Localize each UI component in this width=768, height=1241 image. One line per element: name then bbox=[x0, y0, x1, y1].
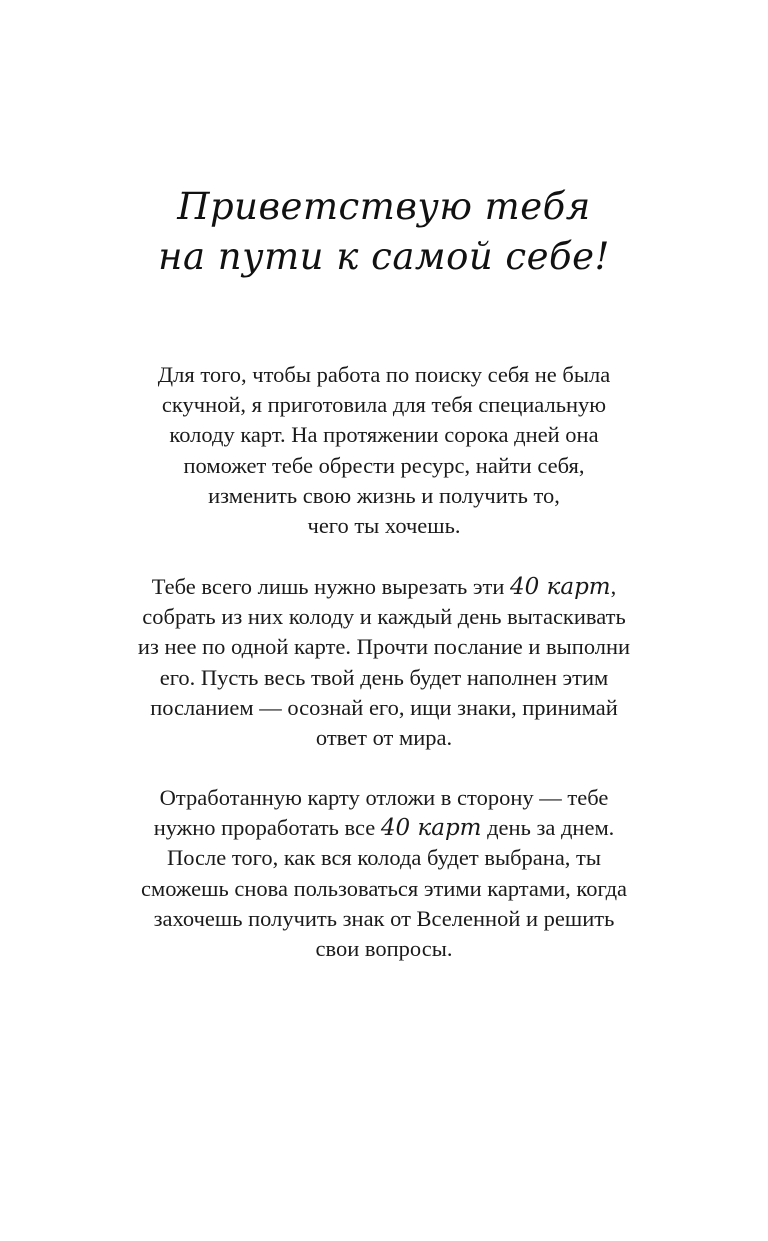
text-line: из нее по одной карте. Прочти послание и выполни bbox=[137, 634, 631, 660]
highlight-40-cards: 40 карт bbox=[380, 815, 482, 842]
text-line: сможешь снова пользоваться этими картами, когда bbox=[140, 875, 628, 901]
heading-line-1: Приветствую тебя bbox=[177, 185, 591, 228]
text-line: Для того, чтобы работа по поиску себя не была bbox=[157, 362, 611, 387]
text-segment: нужно проработать все bbox=[153, 815, 381, 841]
text-line: Отработанную карту отложи в сторону — тебе bbox=[159, 785, 609, 810]
text-line: изменить свою жизнь и получить то, bbox=[208, 482, 560, 508]
text-line: поможет тебе обрести ресурс, найти себя, bbox=[183, 452, 585, 478]
text-line: ответ от мира. bbox=[315, 725, 453, 751]
text-line bbox=[0, 572, 768, 602]
text-line: колоду карт. На протяжении сорока дней она bbox=[169, 422, 599, 448]
text-line: свои вопросы. bbox=[315, 936, 453, 962]
text-segment: Тебе всего лишь нужно вырезать эти bbox=[151, 574, 511, 599]
paragraph-intro bbox=[0, 360, 768, 541]
text-line: его. Пусть весь твой день будет наполнен этим bbox=[159, 664, 609, 690]
text-line: собрать из них колоду и каждый день вытаскивать bbox=[142, 604, 626, 630]
text-line bbox=[0, 813, 768, 843]
text-line: посланием — осознай его, ищи знаки, принимай bbox=[150, 694, 618, 720]
heading-line-2: на пути к самой себе! bbox=[158, 235, 610, 278]
paragraph-completion bbox=[0, 783, 768, 964]
text-line: скучной, я приготовила для тебя специальную bbox=[161, 392, 607, 418]
text-line: чего ты хочешь. bbox=[307, 513, 461, 539]
text-line: После того, как вся колода будет выбрана, ты bbox=[166, 845, 602, 871]
highlight-40-cards: 40 карт bbox=[510, 574, 611, 600]
paragraph-instructions bbox=[0, 572, 768, 753]
text-line: захочешь получить знак от Вселенной и решить bbox=[153, 905, 615, 931]
page-heading bbox=[0, 182, 768, 282]
text-segment: день за днем. bbox=[481, 815, 615, 841]
text-segment: , bbox=[610, 574, 617, 599]
